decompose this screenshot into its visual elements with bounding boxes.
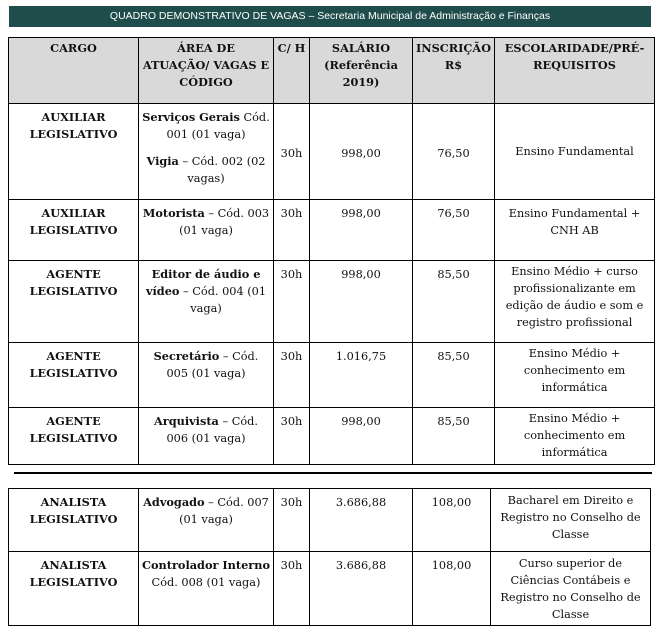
header-cargo: CARGO — [9, 38, 139, 104]
area-code: – Cód. 006 (01 vaga) — [166, 415, 258, 445]
table-row — [9, 261, 655, 343]
salario-cell: 998,00 — [310, 408, 413, 465]
escolaridade-cell: Curso superior de Ciências Contábeis e Registro no Conselho de Classe — [491, 552, 651, 626]
table-row — [9, 408, 655, 465]
escolaridade-cell: Ensino Médio + conhecimento em informática — [495, 343, 655, 408]
inscricao-cell: 108,00 — [413, 552, 491, 626]
inscricao-cell: 76,50 — [413, 104, 495, 200]
cargo-cell: ANALISTA LEGISLATIVO — [9, 552, 139, 626]
table-row — [9, 343, 655, 408]
area-code: – Cód. 007 (01 vaga) — [179, 496, 269, 526]
table-header-row — [9, 38, 655, 104]
area-name: Advogado — [143, 495, 205, 509]
ch-cell: 30h — [274, 104, 310, 200]
area-cell — [139, 200, 274, 261]
table-title-banner: QUADRO DEMONSTRATIVO DE VAGAS – Secretaria Municipal de Administração e Finanças — [9, 6, 651, 27]
cargo-cell: AUXILIAR LEGISLATIVO — [9, 104, 139, 200]
header-escolaridade: ESCOLARIDADE/PRÉ-REQUISITOS — [495, 38, 655, 104]
table-row — [9, 200, 655, 261]
header-salario: SALÁRIO (Referência 2019) — [310, 38, 413, 104]
analyst-table — [8, 488, 651, 626]
header-area: ÁREA DE ATUAÇÃO/ VAGAS E CÓDIGO — [139, 38, 274, 104]
area-cell — [139, 489, 274, 552]
area-name: Motorista — [142, 206, 205, 220]
escolaridade-cell: Ensino Fundamental + CNH AB — [495, 200, 655, 261]
escolaridade-cell: Ensino Médio + curso profissionalizante em edição de áudio e som e registro profissional — [495, 261, 655, 343]
vacancies-table — [8, 37, 655, 465]
ch-cell: 30h — [274, 343, 310, 408]
cargo-cell: AGENTE LEGISLATIVO — [9, 261, 139, 343]
area-code: Cód. 001 (01 vaga) — [166, 111, 270, 141]
header-inscricao: INSCRIÇÃO R$ — [413, 38, 495, 104]
ch-cell: 30h — [274, 489, 310, 552]
area-name: Secretário — [153, 349, 220, 363]
inscricao-cell: 85,50 — [413, 343, 495, 408]
area-name: Arquivista — [154, 414, 219, 428]
area-name: Controlador Interno — [142, 558, 270, 572]
inscricao-cell: 85,50 — [413, 261, 495, 343]
cargo-cell: AGENTE LEGISLATIVO — [9, 343, 139, 408]
area-code: – Cód. 004 (01 vaga) — [179, 285, 267, 315]
section-divider — [14, 472, 652, 474]
area-cell — [139, 104, 274, 200]
area-cell — [139, 343, 274, 408]
header-ch: C/ H — [274, 38, 310, 104]
area-cell — [139, 261, 274, 343]
escolaridade-cell: Ensino Fundamental — [495, 104, 655, 200]
salario-cell: 3.686,88 — [310, 489, 413, 552]
table-row — [9, 552, 651, 626]
cargo-cell: ANALISTA LEGISLATIVO — [9, 489, 139, 552]
table-row — [9, 104, 655, 200]
area-code: – Cód. 005 (01 vaga) — [166, 350, 259, 380]
area-name: Vigia — [146, 154, 179, 168]
escolaridade-cell: Ensino Médio + conhecimento em informática — [495, 408, 655, 465]
ch-cell: 30h — [274, 200, 310, 261]
area-cell — [139, 408, 274, 465]
area-code: – Cód. 002 (02 vagas) — [178, 155, 266, 185]
salario-cell: 998,00 — [310, 200, 413, 261]
area-code: – Cód. 003 (01 vaga) — [179, 207, 270, 237]
cargo-cell: AGENTE LEGISLATIVO — [9, 408, 139, 465]
salario-cell: 1.016,75 — [310, 343, 413, 408]
cargo-cell: AUXILIAR LEGISLATIVO — [9, 200, 139, 261]
escolaridade-cell: Bacharel em Direito e Registro no Conselho de Classe — [491, 489, 651, 552]
area-cell — [139, 552, 274, 626]
ch-cell: 30h — [274, 261, 310, 343]
area-code: Cód. 008 (01 vaga) — [151, 576, 261, 589]
ch-cell: 30h — [274, 408, 310, 465]
salario-cell: 998,00 — [310, 261, 413, 343]
area-name: Serviços Gerais — [142, 110, 240, 124]
salario-cell: 998,00 — [310, 104, 413, 200]
salario-cell: 3.686,88 — [310, 552, 413, 626]
area-name: Editor de áudio e vídeo — [145, 267, 261, 298]
ch-cell: 30h — [274, 552, 310, 626]
table-row — [9, 489, 651, 552]
inscricao-cell: 108,00 — [413, 489, 491, 552]
inscricao-cell: 85,50 — [413, 408, 495, 465]
inscricao-cell: 76,50 — [413, 200, 495, 261]
